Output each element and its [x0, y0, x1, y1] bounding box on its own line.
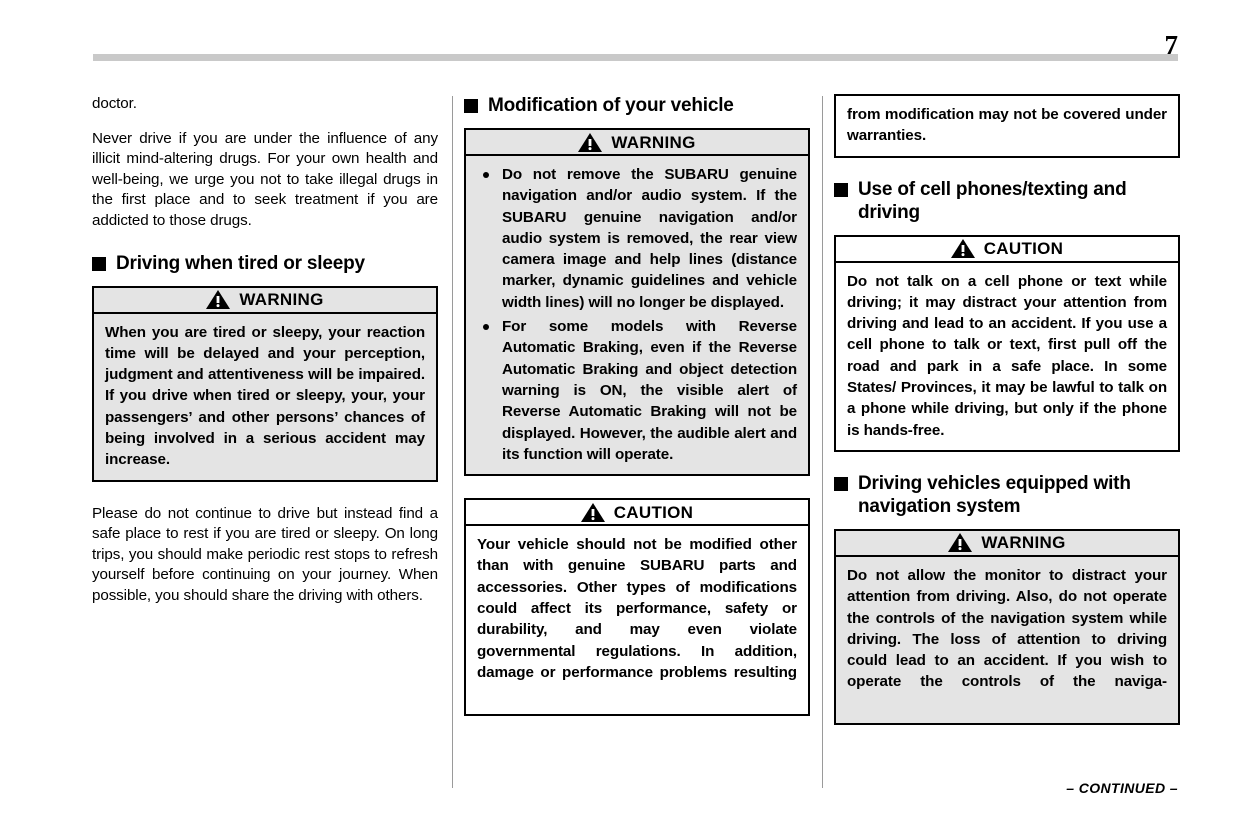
column-2: [464, 94, 810, 716]
page-header: [93, 0, 1178, 80]
caution-text-continued: from modification may not be covered under warranties.: [847, 106, 1167, 145]
column-1: [92, 94, 438, 607]
warning-bullet-list: [477, 164, 797, 465]
caution-box-modification: [464, 498, 810, 715]
page-columns: [0, 94, 1241, 794]
square-bullet-icon: [464, 99, 478, 113]
caution-label: CAUTION: [613, 502, 694, 522]
warning-box-tired: [92, 286, 438, 482]
warning-box-navigation: [834, 529, 1180, 725]
heading-navigation-system: [834, 472, 1180, 518]
column-divider-left: [452, 96, 453, 788]
spacer: [464, 476, 810, 498]
warning-box-modification: [464, 128, 810, 476]
warning-label: WARNING: [239, 290, 324, 310]
column-divider-right: [822, 96, 823, 788]
column-3: [834, 94, 1180, 725]
warning-triangle-icon: [206, 290, 230, 309]
heading-modification: [464, 94, 810, 117]
warning-body: [834, 557, 1180, 725]
header-rule: [93, 54, 1178, 61]
warning-triangle-icon: [578, 133, 602, 152]
footer-continued-note: – CONTINUED –: [1066, 780, 1178, 796]
heading-driving-when-tired: [92, 252, 438, 275]
warning-triangle-icon: [948, 533, 972, 552]
square-bullet-icon: [834, 477, 848, 491]
warning-label: WARNING: [611, 132, 696, 152]
caution-box-modification-continued: [834, 94, 1180, 158]
warning-text: When you are tired or sleepy, your reaction time will be delayed and your perception, judgment and attentiveness will be impaired. If you drive when tired or sleepy, your, your passengers’ and other persons’ chances of being involved in a serious accident may increase.: [105, 323, 425, 469]
heading-cell-phones: [834, 178, 1180, 224]
list-item: Do not remove the SUBARU genuine navigation and/or audio system. If the SUBARU genuine navigation and/or audio system is removed, the rear view camera image and help lines (distance marker, dynamic guidelines and vehicle width lines) will no longer be displayed.: [477, 164, 797, 313]
caution-header: [834, 235, 1180, 263]
square-bullet-icon: [92, 257, 106, 271]
caution-body: [834, 263, 1180, 452]
heading-label: Use of cell phones/texting and driving: [858, 178, 1127, 223]
caution-triangle-icon: [951, 239, 975, 258]
square-bullet-icon: [834, 183, 848, 197]
warning-header: [834, 529, 1180, 557]
heading-label: Driving vehicles equipped with navigation system: [858, 472, 1131, 517]
caution-body-continued: [834, 94, 1180, 158]
caution-box-cell-phones: [834, 235, 1180, 452]
page-number: 7: [1164, 30, 1178, 60]
caution-text: Your vehicle should not be modified other than with genuine SUBARU parts and accessories. Other types of modifications could affect its performance, safety or durability, and may even violate governmental regulations. In addition, damage or performance problems resulting: [477, 536, 797, 681]
warning-header: [92, 286, 438, 314]
warning-text: Do not allow the monitor to distract your attention from driving. Also, do not operate the controls of the navigation system while driving. The loss of attention to driving could lead to an accident. If you wish to operate the controls of the naviga-: [847, 566, 1167, 691]
spacer: [92, 482, 438, 504]
caution-header: [464, 498, 810, 526]
paragraph-doctor: doctor.: [92, 95, 137, 112]
caution-triangle-icon: [581, 503, 605, 522]
heading-label: Driving when tired or sleepy: [116, 252, 365, 274]
warning-label: WARNING: [981, 533, 1066, 553]
caution-text: Do not talk on a cell phone or text while driving; it may distract your attention from driving and lead to an accident. If you use a cell phone to talk or text, first pull off the road and park in a safe place. In some States/ Provinces, it may be lawful to talk on a phone while driving, but only if the phone is hands-free.: [847, 272, 1167, 439]
paragraph-rest-stops: Please do not continue to drive but instead find a safe place to rest if you are tired or sleepy. On long trips, you should make periodic rest stops to refresh yourself before continuing on your journey. When possible, you should share the driving with others.: [92, 504, 438, 605]
warning-body: [92, 314, 438, 482]
caution-body: [464, 526, 810, 715]
paragraph-illicit-drugs: Never drive if you are under the influence of any illicit mind-altering drugs. For your own health and well-being, we urge you not to take illegal drugs in the first place and to seek treatment if you are addicted to those drugs.: [92, 129, 438, 229]
caution-label: CAUTION: [983, 239, 1064, 259]
warning-body: [464, 156, 810, 476]
list-item: For some models with Reverse Automatic Braking, even if the Reverse Automatic Braking and object detection warning is ON, the visible alert of Reverse Automatic Braking will not be displayed. However, the audible alert and its function will operate.: [477, 316, 797, 465]
heading-label: Modification of your vehicle: [488, 95, 734, 116]
warning-header: [464, 128, 810, 156]
